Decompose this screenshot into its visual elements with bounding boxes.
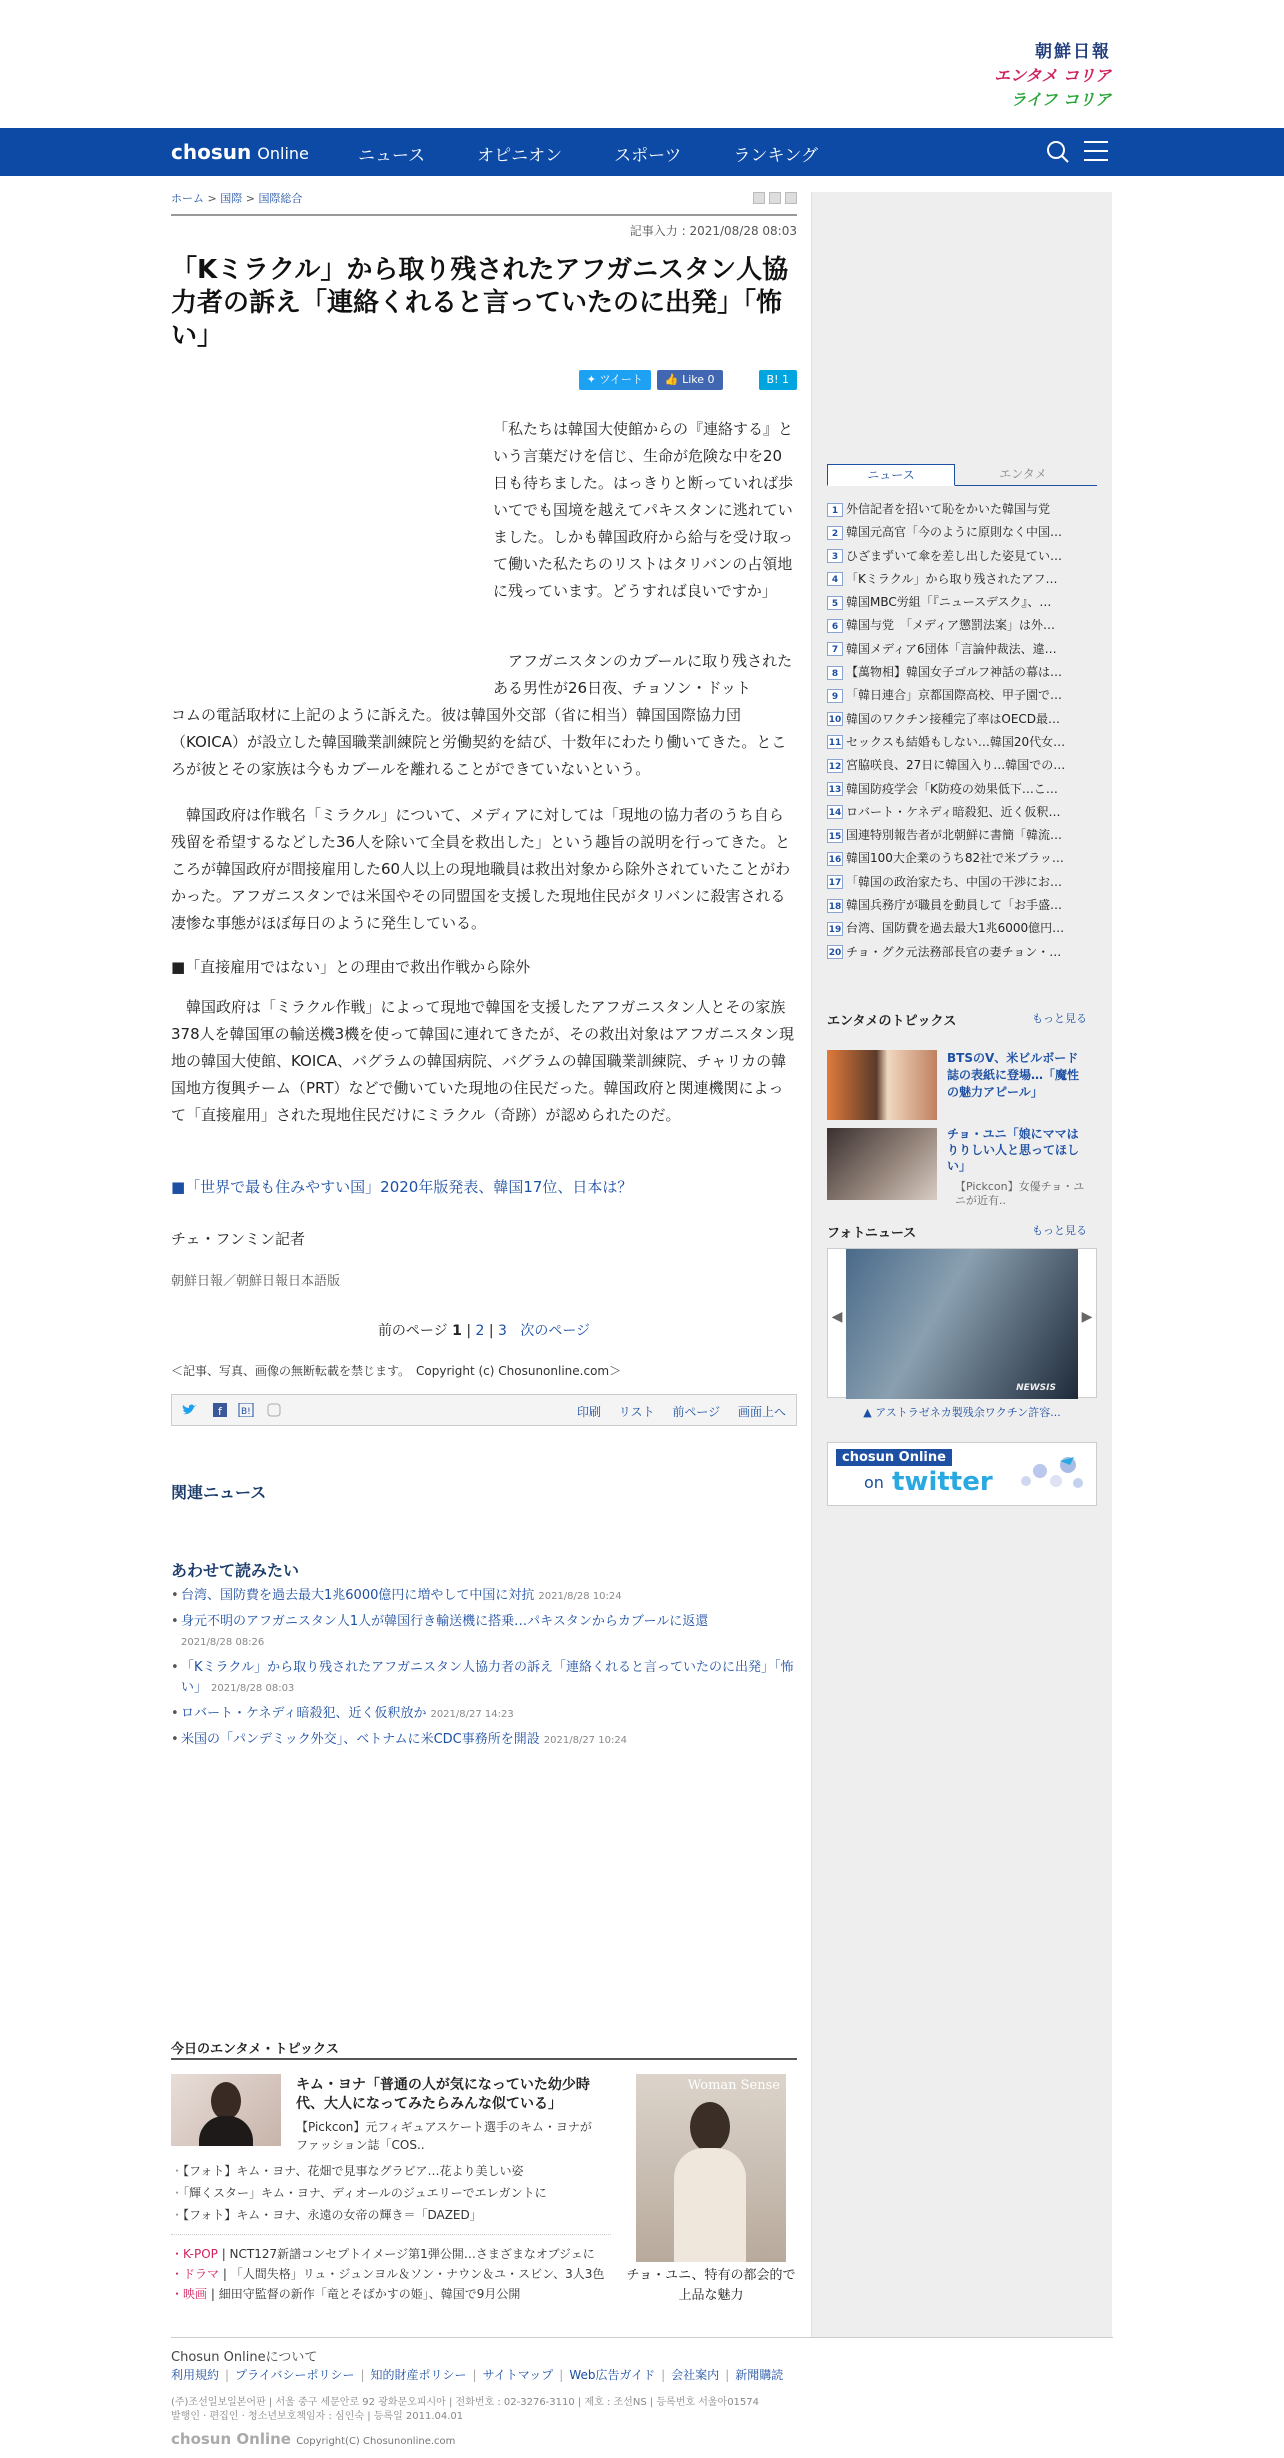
today-description: 【Pickcon】元フィギュアスケート選手のキム・ヨナがファッション誌「COS.. (296, 2120, 592, 2152)
rank-number: 3 (827, 549, 843, 563)
rank-number: 11 (827, 735, 843, 749)
rank-number: 10 (827, 712, 843, 726)
site-logo[interactable]: chosun Online (171, 140, 309, 164)
footer-links: 利用規約 | プライバシーポリシー | 知的財産ポリシー | サイトマップ | Web広告ガイド | 会社案内 | 新聞購読 (171, 2368, 784, 2382)
ranking-list (827, 498, 1097, 964)
ranking-item[interactable] (827, 778, 1097, 801)
facebook-icon[interactable] (212, 1403, 228, 1417)
tab-entame[interactable]: エンタメ (999, 467, 1047, 481)
hatena-icon[interactable] (238, 1403, 254, 1417)
scroll-top-link[interactable]: 画面上へ (737, 1405, 786, 1419)
prev-page[interactable]: 前のページ (377, 1323, 448, 1339)
ranking-item[interactable] (827, 941, 1097, 964)
ranking-item-label: 「韓日連合」京都国際高校、甲子園で… (846, 688, 1063, 703)
also-read-heading: あわせて読みたい (171, 1561, 300, 1580)
ranking-item[interactable] (827, 684, 1097, 707)
more-link[interactable]: もっと見る (1032, 1224, 1087, 1237)
ranking-item-label: 韓国のワクチン接種完了率はOECD最… (846, 711, 1061, 726)
current-page: 1 (452, 1323, 462, 1339)
sidebar (811, 192, 1112, 2337)
entame-topics-heading: エンタメのトピックス もっと見る (827, 1012, 1087, 1029)
list-item[interactable]: • 米国の「パンデミック外交」、ベトナムに米CDC事務所を開設 2021/8/27 10:24 (171, 1730, 797, 1751)
article-toolbar (171, 1394, 797, 1426)
ranking-item-label: 「韓国の政治家たち、中国の干渉にお… (846, 874, 1063, 889)
rank-number: 19 (827, 922, 843, 936)
ranking-item-label: 「Kミラクル」から取り残されたアフ… (846, 571, 1058, 586)
main-nav (0, 128, 1284, 176)
rank-number: 2 (827, 526, 843, 540)
ranking-item-label: 宮脇咲良、27日に韓国入り…韓国での… (846, 758, 1066, 773)
svg-text:f: f (218, 1405, 222, 1417)
footer-link[interactable]: プライバシーポリシー (235, 2368, 355, 2382)
entame-topic-summary: 【Pickcon】女優チョ・ユニが近有.. (955, 1180, 1085, 1207)
rank-number: 5 (827, 596, 843, 610)
rank-number: 16 (827, 852, 843, 866)
ranking-item[interactable] (827, 638, 1097, 661)
ranking-item[interactable] (827, 871, 1097, 894)
tab-news[interactable]: ニュース (827, 464, 955, 486)
article-paragraph: コムの電話取材に上記のように訴えた。彼は韓国外交部（省に相当）韓国国際協力団（KOICA）が設立した韓国職業訓練院と労働契約を結び、十数年にわたり働いてきた。ところが彼とその家族は今もカブールを離れることができていないという。 (171, 706, 787, 778)
ranking-item-label: 【萬物相】韓国女子ゴルフ神話の幕は… (846, 665, 1063, 680)
bts-v-thumbnail[interactable] (827, 1050, 937, 1120)
photo-caption[interactable]: ▲ アストラゼネカ製残余ワクチン許容... (863, 1406, 1061, 1419)
list-item[interactable]: • 台湾、国防費を過去最大1兆6000億円に増やして中国に対抗 2021/8/28 10:24 (171, 1586, 797, 1607)
footer-divider (171, 2337, 1113, 2338)
rank-number: 12 (827, 759, 843, 773)
hatena-bookmark-button[interactable]: B! 1 (759, 370, 797, 390)
mixi-icon[interactable] (266, 1403, 282, 1417)
rank-number: 13 (827, 782, 843, 796)
photo-news-carousel (827, 1248, 1097, 1398)
article-paragraph: 韓国政府は作戦名「ミラクル」について、メディアに対しては「現地の協力者のうち自ら残留を希望するなどした36人を除いて全員を救出した」という趣旨の説明を行ってきた。ところが韓国政府が間接雇用した60人以上の現地職員は救出対象から除外されていたことがわかった。アフガニスタンでは米国やその同盟国を支援した現地住民がタリバンに殺害される凄惨な事態がほぼ毎日のように発生している。 (171, 806, 791, 932)
chevron-left-icon[interactable]: ◀ (831, 1309, 843, 1325)
ranking-item[interactable] (827, 847, 1097, 870)
rank-number: 15 (827, 829, 843, 843)
footer-about: Chosun Onlineについて (171, 2350, 318, 2365)
list-item[interactable]: • 「Kミラクル」から取り残されたアフガニスタン人協力者の訴え「連絡くれると言っていたのに出発」「怖い」 2021/8/28 08:03 (171, 1658, 797, 1699)
breadcrumb: ホーム > 国際 > 国際総合 (171, 192, 303, 205)
ranking-item[interactable] (827, 731, 1097, 754)
ranking-item[interactable] (827, 824, 1097, 847)
publication: 朝鮮日報／朝鮮日報日本語版 (171, 1274, 341, 1289)
footer-link[interactable]: 知的財産ポリシー (370, 2368, 467, 2382)
ranking-item[interactable] (827, 545, 1097, 568)
more-link[interactable]: もっと見る (1032, 1012, 1087, 1025)
ranking-item-label: チョ・グク元法務部長官の妻チョン・… (846, 944, 1062, 959)
list-item[interactable]: ・ 【フォト】キム・ヨナ、永遠の女帝の輝き＝「DAZED」 (171, 2204, 611, 2226)
twitter-icon[interactable] (182, 1403, 198, 1417)
ranking-item-label: 韓国与党 「メディア懲罰法案」は外… (846, 618, 1056, 633)
prev-page-link[interactable]: 前ページ (672, 1405, 721, 1419)
photo-watermark: NEWSIS (1016, 1383, 1056, 1393)
article-subheading: ■「直接雇用ではない」との理由で救出作戦から除外 (171, 958, 531, 976)
ranking-item[interactable] (827, 498, 1097, 521)
footer-info: (주)조선일보일본어판 | 서울 중구 세문안로 92 광화문오피시아 | 전화번호 : 02-3276-3110 | 제호 : 조선NS | 등록번호 서울아01574 발행인 · 편집인 · 청소년보호책임자 : 심인숙 | 등록일 2011.04.01 (171, 2397, 759, 2422)
footer-link[interactable]: 利用規約 (171, 2368, 220, 2382)
ranking-item[interactable] (827, 614, 1097, 637)
ranking-item[interactable] (827, 521, 1097, 544)
ranking-item-label: 韓国100大企業のうち82社で米ブラッ… (846, 851, 1064, 866)
list-item[interactable]: ・ K-POP | NCT127新譜コンセプトイメージ第1弾公開…さまざまなオブジェに (171, 2244, 611, 2264)
rank-number: 8 (827, 666, 843, 680)
rank-number: 9 (827, 689, 843, 703)
ranking-item-label: 韓国メディア6団体「言論仲裁法、違… (846, 641, 1057, 656)
list-item[interactable]: ・ 【フォト】キム・ヨナ、花畑で見事なグラビア…花より美しい姿 (171, 2160, 611, 2182)
copyright-notice: ＜記事、写真、画像の無断転載を禁じます。 Copyright (c) Chosunonline.com＞ (171, 1364, 622, 1378)
breadcrumb-international-general[interactable]: 国際総合 (258, 192, 303, 205)
ranking-item[interactable] (827, 568, 1097, 591)
nav-menu (358, 141, 870, 166)
kim-yuna-thumbnail[interactable] (171, 2074, 281, 2146)
article-quote: 「私たちは韓国大使館からの『連絡する』という言葉だけを信じ、生命が危険な中を20日も待ちました。はっきりと断っていれば歩いてでも国境を越えてパキスタンに逃れていました。しかも韓国政府から給与を受け取って働いた私たちのリストはタリバンの占領地に残っています。どうすれば良いですか」 (493, 420, 794, 600)
nav-sports[interactable]: スポーツ (614, 146, 682, 166)
list-item[interactable]: ・ 映画 | 細田守監督の新作「竜とそばかすの姫」、韓国で9月公開 (171, 2284, 611, 2304)
share-buttons (579, 370, 797, 390)
search-icon[interactable] (1046, 140, 1070, 164)
life-korea-link[interactable]: ライフ コリア (1010, 90, 1111, 109)
ranking-item-label: 韓国防疫学会「K防疫の効果低下…こ… (846, 781, 1058, 796)
list-item[interactable]: • 身元不明のアフガニスタン人1人が韓国行き輸送機に搭乗…パキスタンからカブールに返還 2021/8/28 08:26 (171, 1612, 797, 1653)
print-link[interactable]: 印刷 (576, 1405, 601, 1419)
rank-number: 18 (827, 899, 843, 913)
facebook-like-button[interactable]: 👍 Like 0 (657, 370, 723, 390)
chevron-right-icon[interactable]: ▶ (1081, 1309, 1093, 1325)
today-headline[interactable]: キム・ヨナ「普通の人が気になっていた幼少時代、大人になってみたらみんな似ている」 (296, 2077, 590, 2112)
entame-topic-link[interactable]: チョ・ユニ「娘にママはりりしい人と思ってほしい」 (947, 1127, 1080, 1173)
list-link[interactable]: リスト (618, 1405, 655, 1419)
ranking-item[interactable] (827, 708, 1097, 731)
divider (171, 214, 797, 216)
ranking-item[interactable] (827, 754, 1097, 777)
also-read-list (171, 1586, 797, 1756)
footer-link[interactable]: 会社案内 (671, 2368, 720, 2382)
ranking-item-label: ひざまずいて傘を差し出した姿見てい… (846, 548, 1063, 563)
ranking-item[interactable] (827, 894, 1097, 917)
font-size-tools (753, 192, 797, 204)
list-item[interactable]: ・ ドラマ | 「人間失格」リュ・ジュンヨル＆ソン・ナウン＆ユ・スビン、3人3色 (171, 2264, 611, 2284)
author: チェ・フンミン記者 (171, 1230, 305, 1248)
article-paragraph: アフガニスタンのカブールに取り残されたある男性が26日夜、チョソン・ドット (493, 652, 793, 697)
article-title: 「Kミラクル」から取り残されたアフガニスタン人協力者の訴え「連絡くれると言っていたのに出発」「怖い」 (171, 255, 789, 351)
ranking-item-label: 韓国MBC労組「『ニュースデスク』、… (846, 595, 1052, 610)
font-large-icon[interactable] (769, 192, 781, 204)
ranking-item-label: 韓国兵務庁が職員を動員して「お手盛… (846, 898, 1063, 913)
ranking-item-label: 台湾、国防費を過去最大1兆6000億円… (846, 921, 1065, 936)
nav-ranking[interactable]: ランキング (733, 146, 818, 166)
rank-number: 7 (827, 642, 843, 656)
related-article-link[interactable]: ■「世界で最も住みやすい国」2020年版発表、韓国17位、日本は？ (171, 1178, 633, 1196)
footer-link[interactable]: 新聞購読 (735, 2368, 784, 2382)
article-date: 記事入力 : 2021/08/28 08:03 (629, 224, 797, 238)
ranking-item-label: セックスも結婚もしない…韓国20代女… (846, 734, 1066, 749)
today-related-list (171, 2160, 611, 2226)
page-3[interactable]: 3 (498, 1323, 507, 1339)
nav-news[interactable]: ニュース (358, 146, 426, 166)
top-header (0, 0, 1284, 128)
divider (171, 2058, 797, 2060)
ranking-item-label: 韓国元高官「今のように原則なく中国… (846, 525, 1063, 540)
rank-number: 4 (827, 572, 843, 586)
today-entame-heading: 今日のエンタメ・トピックス (171, 2042, 339, 2057)
tweet-button[interactable]: ✦ ツイート (579, 370, 651, 390)
nav-opinion[interactable]: オピニオン (477, 146, 563, 166)
rank-number: 20 (827, 945, 843, 959)
breadcrumb-home[interactable]: ホーム (171, 192, 204, 205)
list-item[interactable]: • ロバート・ケネディ暗殺犯、近く仮釈放か 2021/8/27 14:23 (171, 1704, 797, 1725)
category-list (171, 2244, 611, 2304)
ranking-item-label: ロバート・ケネディ暗殺犯、近く仮釈… (846, 804, 1061, 819)
next-page[interactable]: 次のページ (520, 1323, 591, 1339)
toolbar-links (563, 1403, 786, 1420)
menu-icon[interactable] (1084, 141, 1108, 163)
footer-link[interactable]: サイトマップ (482, 2368, 554, 2382)
ranking-item-label: 国連特別報告者が北朝鮮に書簡「韓流… (846, 828, 1063, 843)
rank-number: 6 (827, 619, 843, 633)
divider (171, 2234, 611, 2235)
rank-number: 1 (827, 503, 843, 517)
font-small-icon[interactable] (753, 192, 765, 204)
rank-number: 14 (827, 805, 843, 819)
related-news-heading: 関連ニュース (171, 1483, 267, 1502)
ranking-item-label: 外信記者を招いて恥をかいた韓国与党 (846, 502, 1051, 516)
chosun-ilbo-link[interactable]: 朝鮮日報 (1035, 42, 1111, 62)
cho-yoon-hee-thumbnail[interactable] (827, 1128, 937, 1200)
ranking-item[interactable] (827, 661, 1097, 684)
list-item[interactable]: ・ 「輝くスター」キム・ヨナ、ディオールのジュエリーでエレガントに (171, 2182, 611, 2204)
woman-sense-caption[interactable]: チョ・ユニ、特有の都会的で上品な魅力 (626, 2268, 796, 2303)
entame-topic-link[interactable]: BTSのV、米ビルボード誌の表紙に登場…「魔性の魅力アピール」 (947, 1051, 1080, 1099)
pagination: 前のページ 1 | 2 | 3 次のページ (377, 1323, 591, 1339)
breadcrumb-international[interactable]: 国際 (220, 192, 243, 205)
rank-number: 17 (827, 875, 843, 889)
vaccine-photo[interactable] (846, 1249, 1078, 1399)
photo-news-heading: フォトニュース もっと見る (827, 1224, 1087, 1241)
twitter-banner[interactable]: chosun Online on twitter (827, 1442, 1097, 1506)
brand-links (994, 40, 1111, 112)
svg-text:B!: B! (241, 1407, 251, 1417)
ranking-item[interactable] (827, 591, 1097, 614)
ranking-item[interactable] (827, 917, 1097, 940)
ranking-item[interactable] (827, 801, 1097, 824)
print-icon[interactable] (785, 192, 797, 204)
bird-icon (1016, 1451, 1086, 1497)
footer-link[interactable]: Web広告ガイド (569, 2368, 656, 2382)
page-2[interactable]: 2 (475, 1323, 485, 1339)
ranking-tabs (827, 464, 1097, 486)
entame-korea-link[interactable]: エンタメ コリア (994, 66, 1111, 85)
woman-sense-cover[interactable]: Woman Sense (636, 2074, 786, 2262)
footer-logo: chosun Online Copyright(C) Chosunonline.com (171, 2430, 456, 2448)
article-paragraph: 韓国政府は「ミラクル作戦」によって現地で韓国を支援したアフガニスタン人とその家族378人を韓国軍の輸送機3機を使って韓国に連れてきたが、その救出対象はアフガニスタン現地の韓国大使館、KOICA、バグラムの韓国病院、バグラムの韓国職業訓練院、チャリカの韓国地方復興チーム（PRT）などで働いていた現地の住民だった。韓国政府と関連機関によって「直接雇用」された現地住民だけにミラクル（奇跡）が認められたのだ。 (171, 998, 795, 1124)
